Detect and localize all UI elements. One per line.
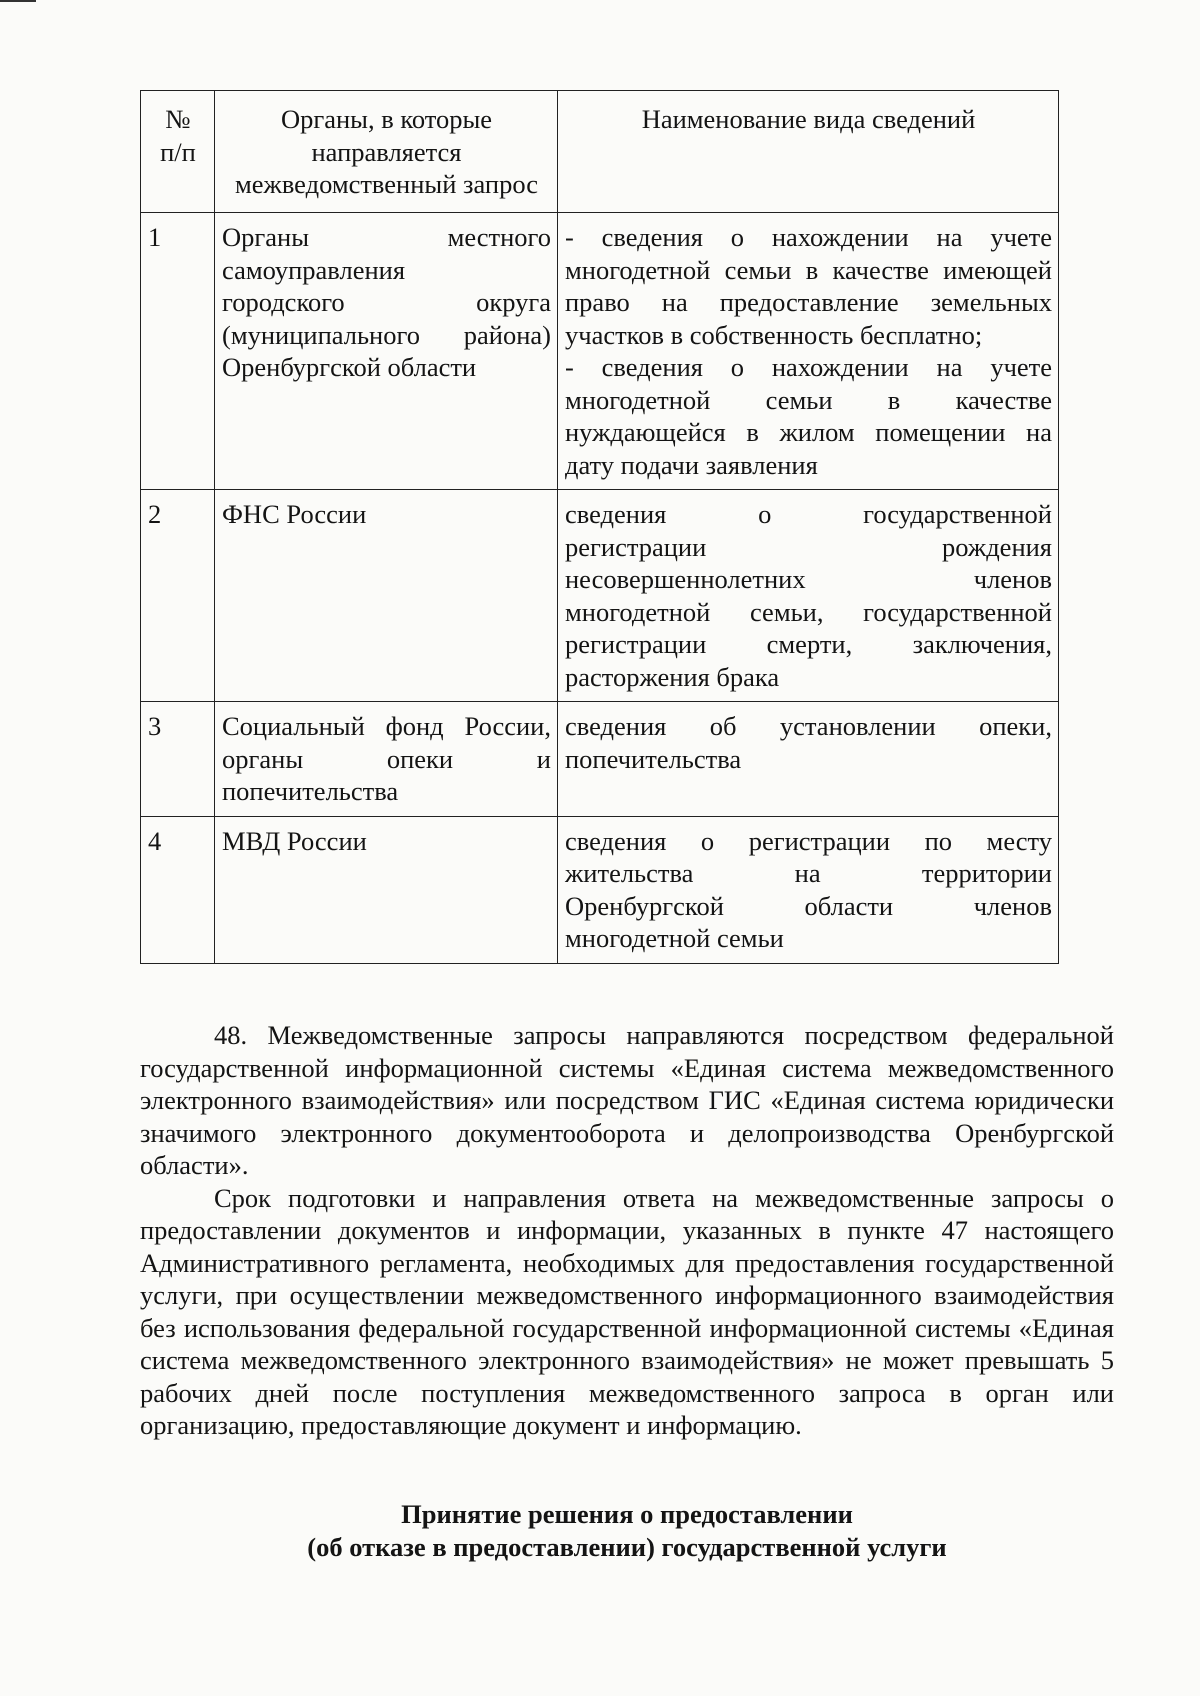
row-number: 2 — [141, 490, 215, 702]
section-heading: Принятие решения о предоставлении (об отказе в предоставлении) государственной услуги — [307, 1499, 947, 1562]
row-info: сведения об установлении опеки, попечительства — [558, 702, 1059, 817]
table-row — [141, 816, 1059, 963]
table-row — [141, 702, 1059, 817]
body-text — [140, 1019, 1114, 1442]
row-info: сведения о регистрации по месту жительства на территории Оренбургской области членов многодетной семьи — [558, 816, 1059, 963]
row-info: сведения о государственной регистрации рождения несовершеннолетних членов многодетной семьи, государственной регистрации смерти, заключения, расторжения брака — [558, 490, 1059, 702]
row-number: 3 — [141, 702, 215, 817]
row-info: - сведения о нахождении на учете многодетной семьи в качестве имеющей право на предоставление земельных участков в собственность бесплатно; - сведения о нахождении на учете многодетной семьи в качестве нуждающейся в жилом помещении на дату подачи заявления — [558, 213, 1059, 490]
row-organ: МВД России — [215, 816, 558, 963]
interagency-request-table — [140, 90, 1059, 964]
paragraph-48: 48. Межведомственные запросы направляются посредством федеральной государственной информационной системы «Единая система межведомственного электронного взаимодействия» или посредством ГИС «Единая система юридически значимого электронного документооборота и делопроизводства Оренбургской области». — [140, 1020, 1114, 1180]
row-organ: Социальный фонд России, органы опеки и попечительства — [215, 702, 558, 817]
paragraph-response-term: Срок подготовки и направления ответа на межведомственные запросы о предоставлении документов и информации, указанных в пункте 47 настоящего Административного регламента, необходимых для предоставления государственной услуги, при осуществлении межведомственного информационного взаимодействия без использования федеральной государственной информационной системы «Единая система межведомственного электронного взаимодействия» не может превышать 5 рабочих дней после поступления межведомственного запроса в орган или организацию, предоставляющие документ и информацию. — [140, 1182, 1114, 1440]
table-row — [141, 490, 1059, 702]
table-header-row — [141, 91, 1059, 213]
row-organ: ФНС России — [215, 490, 558, 702]
header-info-type: Наименование вида сведений — [558, 91, 1059, 213]
row-organ: Органы местного самоуправления городского округа (муниципального района) Оренбургской области — [215, 213, 558, 490]
header-number: № п/п — [141, 91, 215, 213]
scan-corner-mark — [0, 0, 36, 2]
row-number: 4 — [141, 816, 215, 963]
row-number: 1 — [141, 213, 215, 490]
header-organs: Органы, в которые направляется межведомственный запрос — [215, 91, 558, 213]
table-row — [141, 213, 1059, 490]
